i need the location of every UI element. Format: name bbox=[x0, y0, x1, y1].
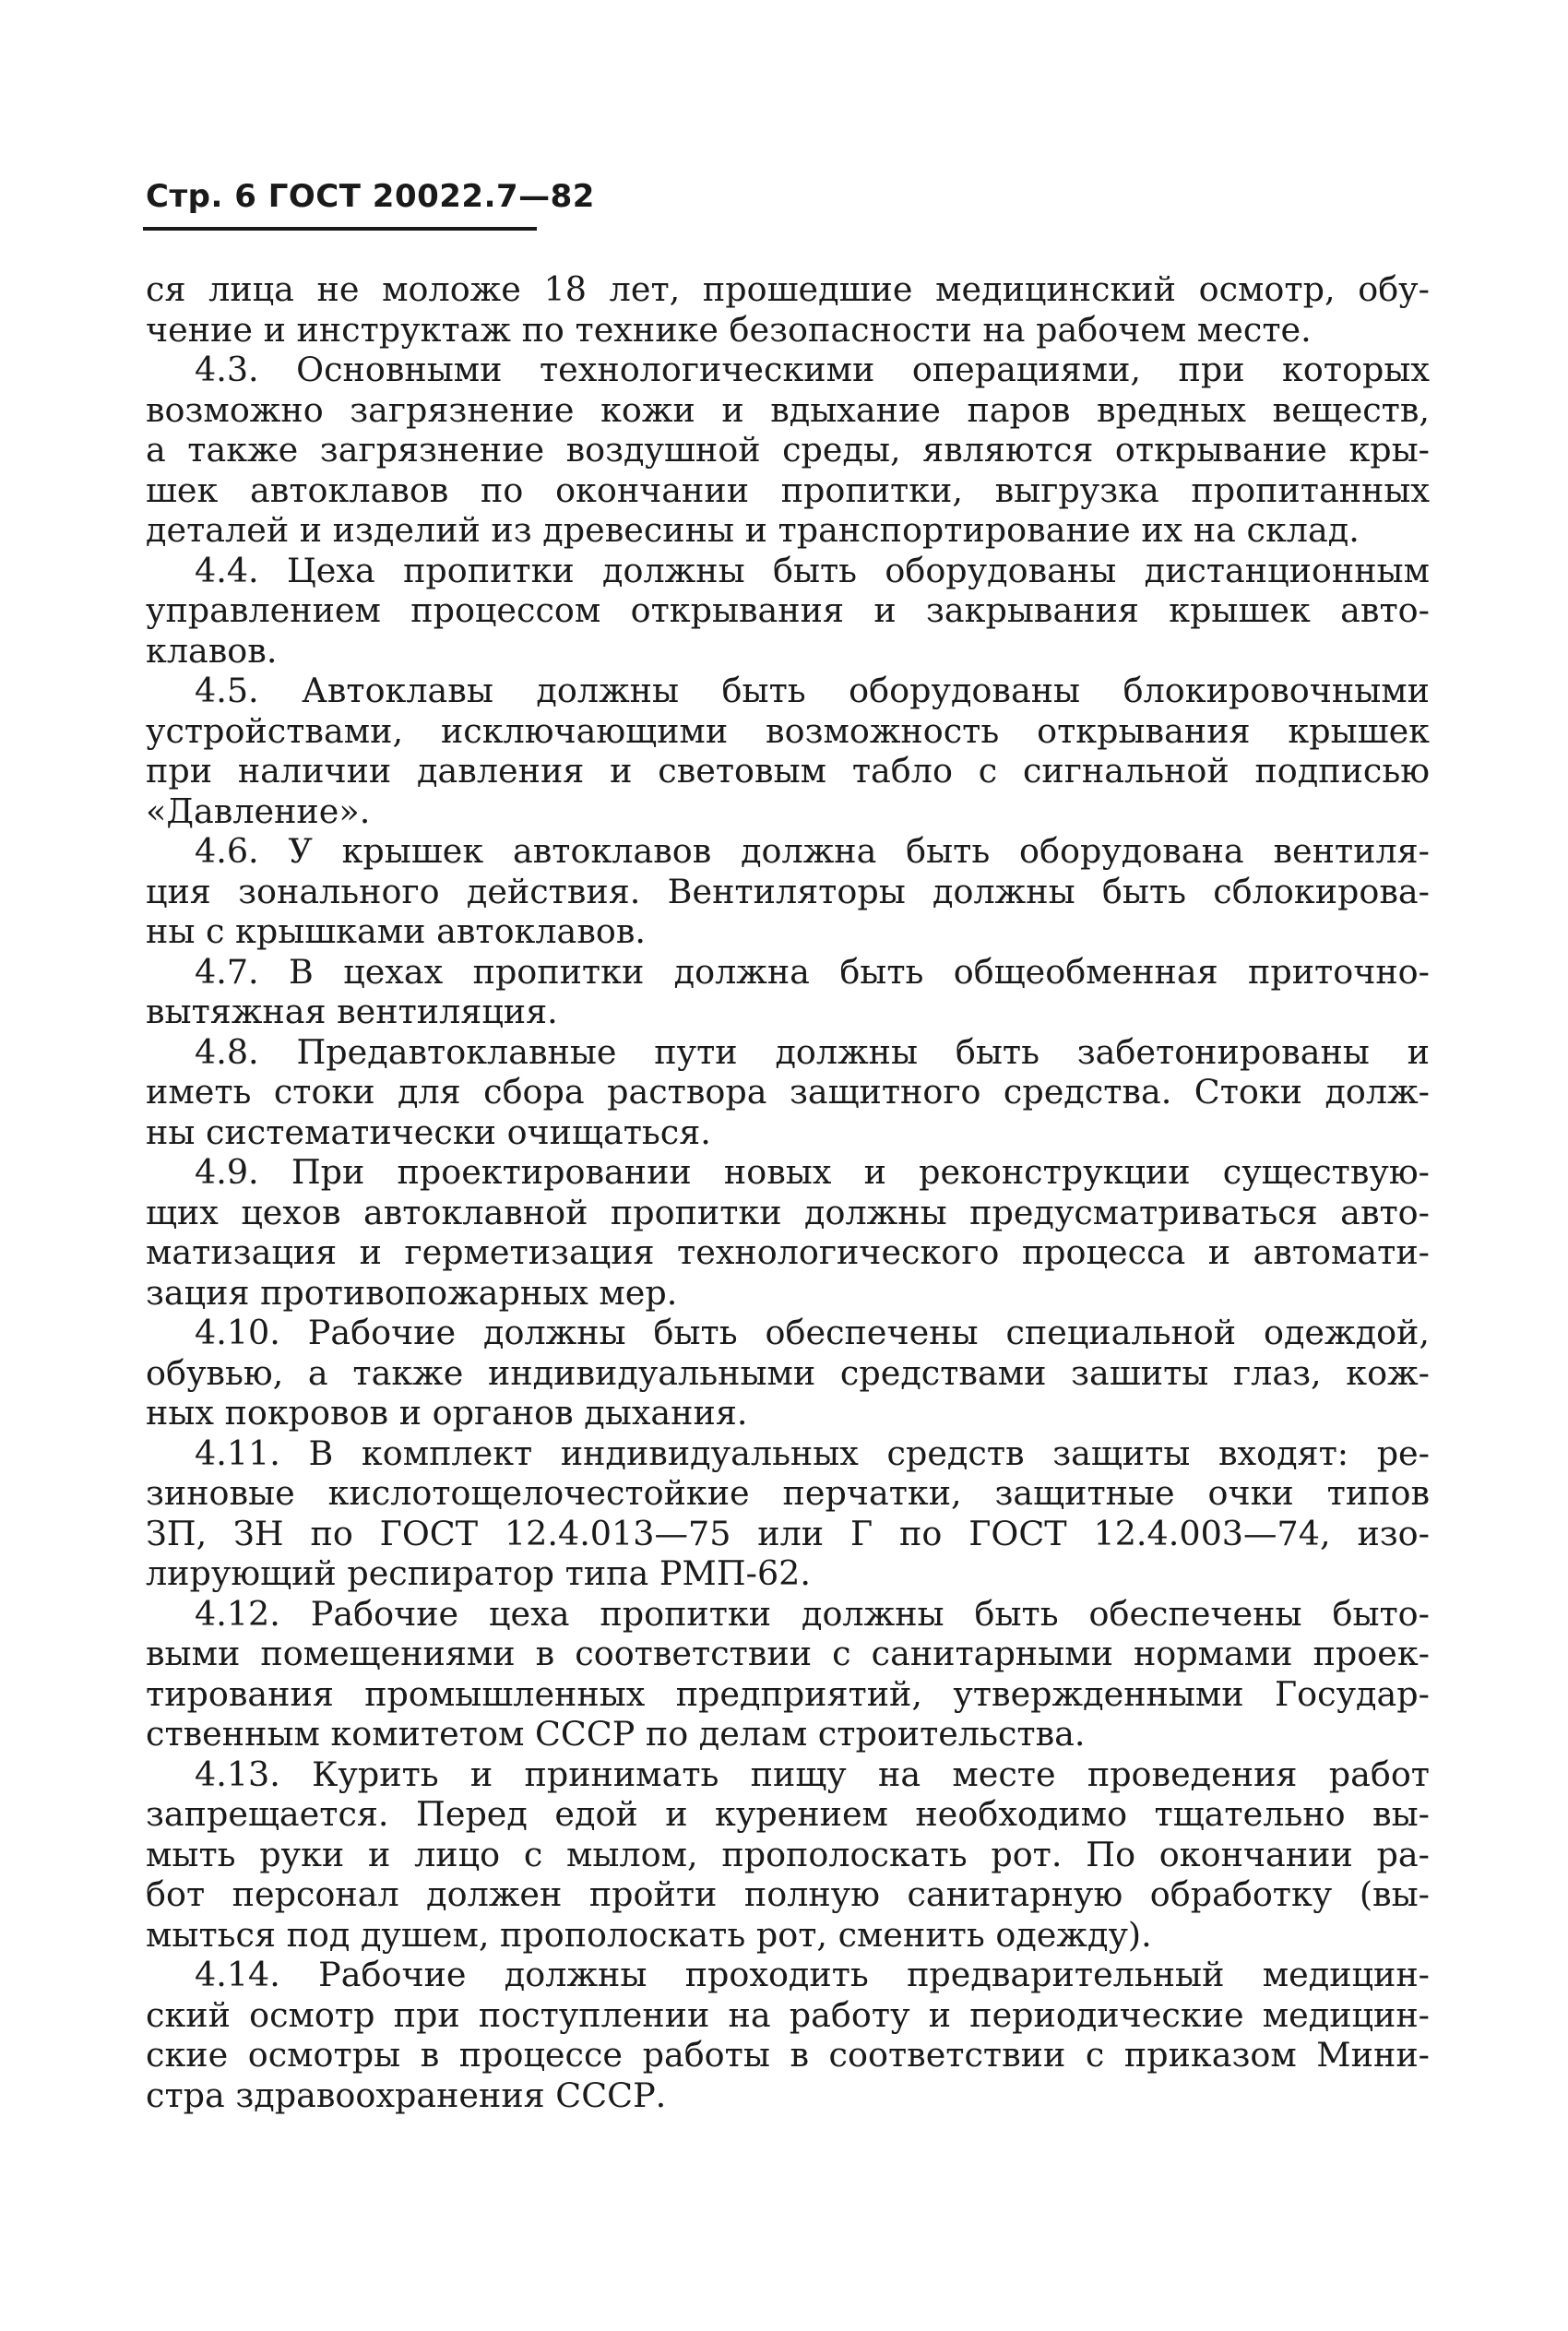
text-line: деталей и изделий из древесины и транспортирование их на склад. bbox=[146, 510, 1360, 550]
text-line: устройствами, исключающими возможность открывания крышек bbox=[146, 710, 1430, 751]
text-line: возможно загрязнение кожи и вдыхание паров вредных веществ, bbox=[146, 389, 1430, 430]
text-line: управлением процессом открывания и закрывания крышек авто- bbox=[146, 590, 1430, 630]
text-line: выми помещениями в соответствии с санитарными нормами проек- bbox=[146, 1634, 1430, 1673]
text-line: ны систематически очищаться. bbox=[146, 1112, 711, 1152]
paragraph-4-6-line: 4.6. У крышек автоклавов должна быть оборудована вентиля- bbox=[195, 831, 1430, 871]
text-line: матизация и герметизация технологического процесса и автомати- bbox=[146, 1232, 1430, 1272]
text-line: шек автоклавов по окончании пропитки, выгрузка пропитанных bbox=[146, 470, 1430, 510]
text-line: тирования промышленных предприятий, утвержденными Государ- bbox=[146, 1673, 1430, 1714]
page-header: Стр. 6 ГОСТ 20022.7—82 bbox=[146, 178, 595, 215]
text-line: клавов. bbox=[146, 630, 278, 671]
paragraph-4-12-line: 4.12. Рабочие цеха пропитки должны быть обеспечены быто- bbox=[195, 1593, 1430, 1634]
paragraph-4-7-line: 4.7. В цехах пропитки должна быть общеобменная приточно- bbox=[195, 951, 1430, 992]
text-line: ся лица не моложе 18 лет, прошедшие медицинский осмотр, обу- bbox=[146, 269, 1430, 309]
paragraph-4-14-line: 4.14. Рабочие должны проходить предварительный медицин- bbox=[195, 1955, 1430, 1994]
text-line: чение и инструктаж по технике безопасности на рабочем месте. bbox=[146, 309, 1312, 350]
text-line: запрещается. Перед едой и курением необходимо тщательно вы- bbox=[146, 1794, 1430, 1834]
text-line: ские осмотры в процессе работы в соответствии с приказом Мини- bbox=[146, 2035, 1430, 2075]
text-line: зация противопожарных мер. bbox=[146, 1272, 678, 1313]
text-line: щих цехов автоклавной пропитки должны предусматриваться авто- bbox=[146, 1192, 1430, 1232]
paragraph-4-5-line: 4.5. Автоклавы должны быть оборудованы блокировочными bbox=[195, 671, 1430, 710]
text-line: при наличии давления и световым табло с сигнальной подписью bbox=[146, 751, 1430, 791]
text-line: а также загрязнение воздушной среды, являются открывание кры- bbox=[146, 430, 1430, 470]
text-line: ны с крышками автоклавов. bbox=[146, 911, 646, 951]
text-line: лирующий респиратор типа РМП-62. bbox=[146, 1553, 811, 1593]
paragraph-4-11-line: 4.11. В комплект индивидуальных средств защиты входят: ре- bbox=[195, 1433, 1430, 1473]
text-line: стра здравоохранения СССР. bbox=[146, 2075, 667, 2115]
paragraph-4-9-line: 4.9. При проектировании новых и реконструкции существую- bbox=[195, 1152, 1430, 1192]
text-line: вытяжная вентиляция. bbox=[146, 992, 558, 1031]
text-line: зиновые кислотощелочестойкие перчатки, защитные очки типов bbox=[146, 1473, 1430, 1513]
text-line: «Давление». bbox=[146, 791, 371, 831]
paragraph-4-13-line: 4.13. Курить и принимать пищу на месте проведения работ bbox=[195, 1754, 1430, 1794]
text-line: мыть руки и лицо с мылом, прополоскать рот. По окончании ра- bbox=[146, 1834, 1430, 1874]
text-line: ственным комитетом СССР по делам строительства. bbox=[146, 1714, 1086, 1754]
paragraph-4-4-line: 4.4. Цеха пропитки должны быть оборудованы дистанционным bbox=[195, 550, 1430, 590]
paragraph-4-8-line: 4.8. Предавтоклавные пути должны быть забетонированы и bbox=[195, 1031, 1430, 1072]
text-line: ский осмотр при поступлении на работу и периодические медицин- bbox=[146, 1994, 1430, 2035]
paragraph-4-3-line: 4.3. Основными технологическими операциями, при которых bbox=[195, 350, 1430, 389]
text-line: мыться под душем, прополоскать рот, сменить одежду). bbox=[146, 1914, 1152, 1955]
text-line: обувью, а также индивидуальными средствами зашиты глаз, кож- bbox=[146, 1352, 1430, 1393]
text-line: ных покровов и органов дыхания. bbox=[146, 1393, 748, 1433]
text-line: ЗП, ЗН по ГОСТ 12.4.013—75 или Г по ГОСТ 12.4.003—74, изо- bbox=[146, 1513, 1430, 1553]
text-line: иметь стоки для сбора раствора защитного средства. Стоки долж- bbox=[146, 1072, 1430, 1112]
text-line: бот персонал должен пройти полную санитарную обработку (вы- bbox=[146, 1874, 1430, 1914]
text-line: ция зонального действия. Вентиляторы должны быть сблокирова- bbox=[146, 871, 1430, 911]
paragraph-4-10-line: 4.10. Рабочие должны быть обеспечены специальной одеждой, bbox=[195, 1313, 1430, 1352]
body-text bbox=[146, 269, 1430, 2115]
header-rule bbox=[143, 227, 537, 231]
